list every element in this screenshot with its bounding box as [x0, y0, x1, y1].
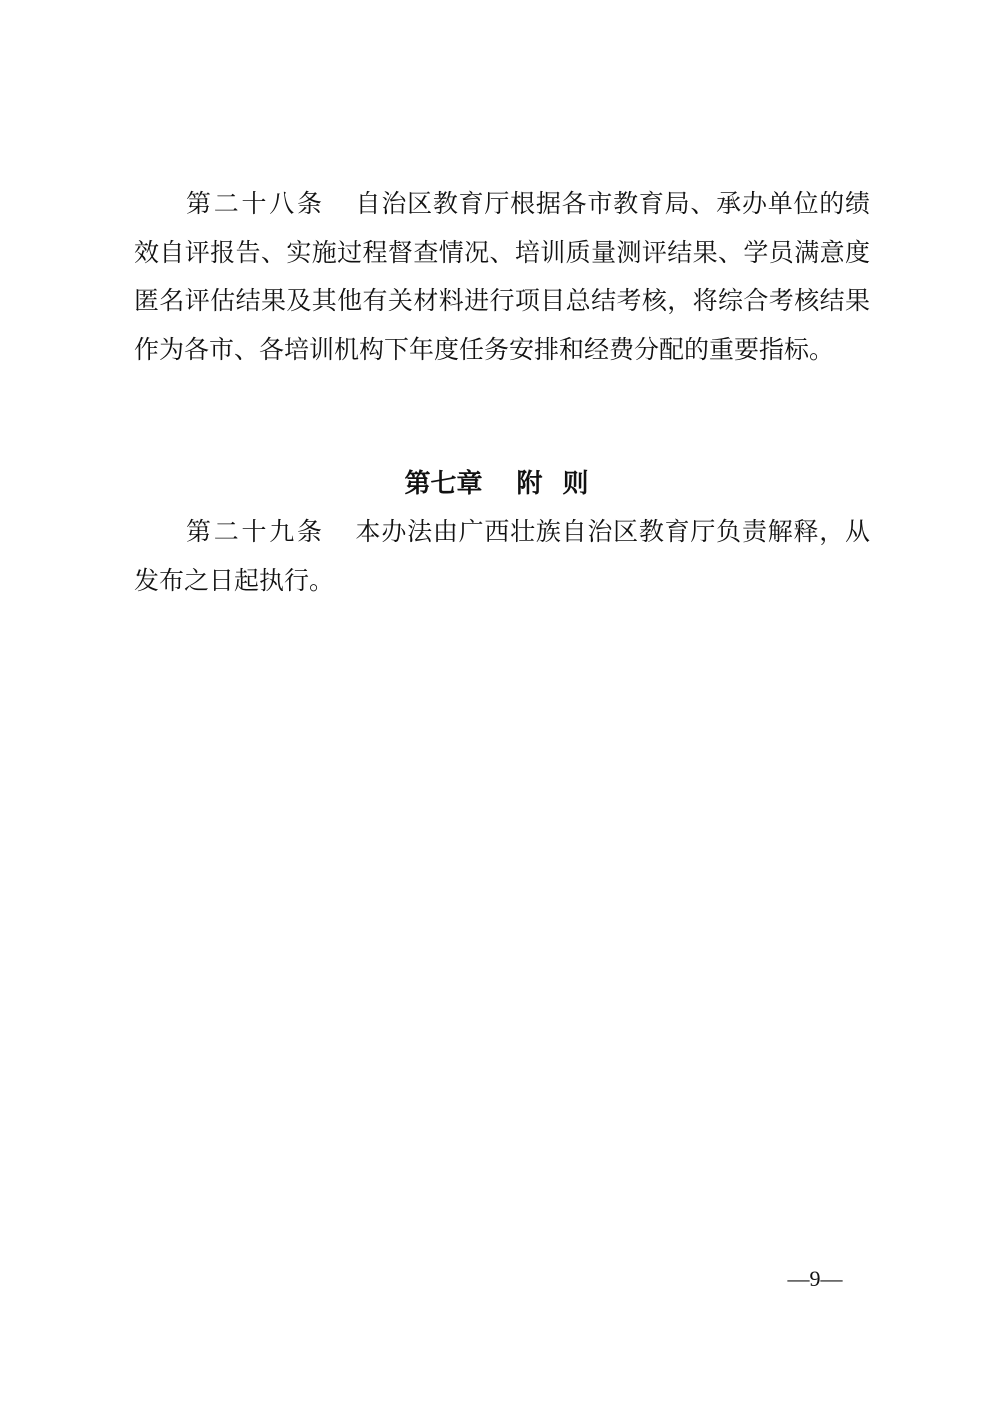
article-28-body: 自治区教育厅根据各市教育局、承办单位的绩效自评报告、实施过程督查情况、培训质量测评结果、学员满意度匿名评估结果及其他有关材料进行项目总结考核，将综合考核结果作为各市、各培训机构下年度任务安排和经费分配的重要指标。: [134, 189, 870, 364]
article-28-heading: 第二十八条: [186, 189, 325, 218]
chapter-title-part1: 附: [516, 469, 543, 499]
chapter-title-part2: 则: [562, 469, 589, 499]
chapter-7-title: [0, 462, 993, 506]
chapter-number: 第七章: [404, 469, 483, 499]
page-number: —9—: [787, 1266, 843, 1291]
article-29-paragraph: [134, 508, 870, 605]
article-28-paragraph: [134, 180, 870, 374]
article-29-heading: 第二十九条: [186, 517, 325, 546]
article-29-body: 本办法由广西壮族自治区教育厅负责解释，从发布之日起执行。: [134, 517, 870, 595]
